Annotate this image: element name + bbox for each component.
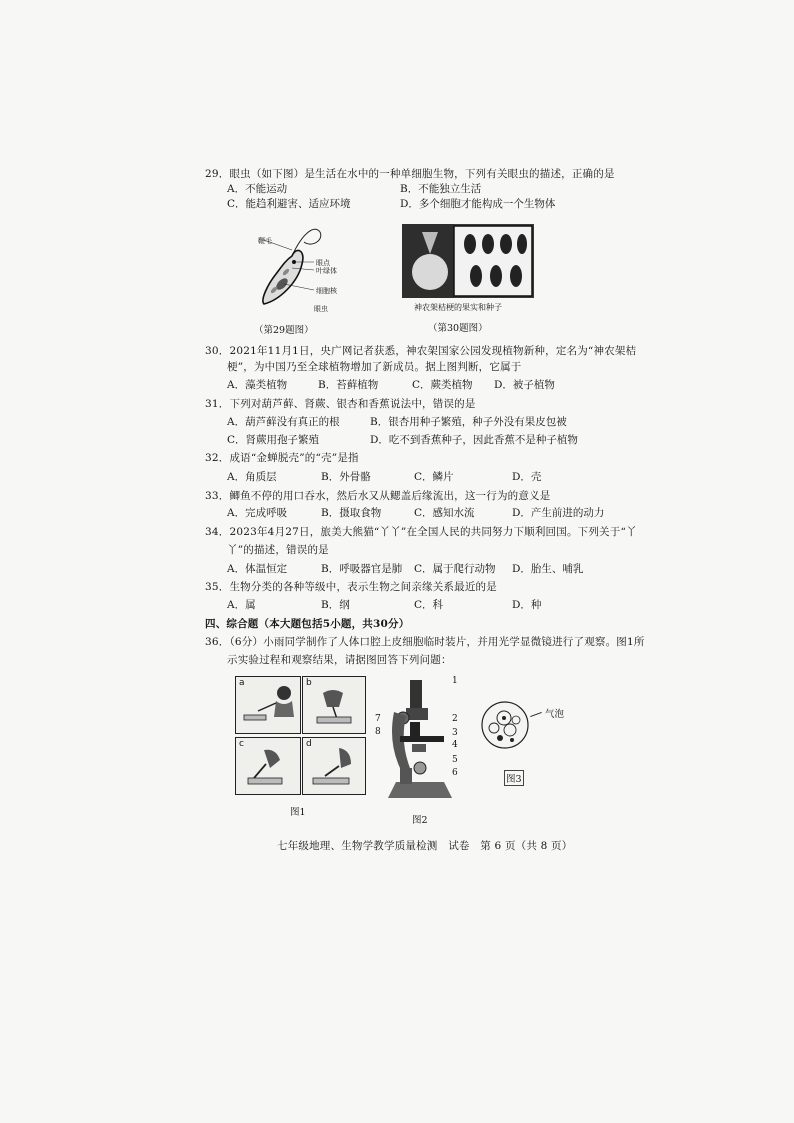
q29-option-d: D．多个细胞才能构成一个生物体: [400, 198, 556, 210]
q32-option-b: B．外骨骼: [321, 471, 371, 483]
fig3-label: 图3: [504, 770, 524, 786]
q35-stem: 35．生物分类的各种等级中，表示生物之间亲缘关系最近的是: [205, 581, 497, 593]
q30-caption: （第30题图）: [428, 323, 488, 334]
fig1-label: 图1: [290, 807, 306, 818]
q33-option-b: B．摄取食物: [321, 507, 382, 519]
q30-figure-caption: 神农架桔梗的果实和种子: [414, 303, 502, 312]
panel-b-label: b: [306, 678, 312, 688]
scope-num-2: 2: [452, 714, 458, 724]
q29-option-c: C．能趋利避害、适应环境: [227, 198, 351, 210]
fig1-panel-c: [235, 737, 301, 795]
q30-option-d: D．被子植物: [494, 379, 555, 391]
q32-option-d: D．壳: [512, 471, 542, 483]
scope-num-3: 3: [452, 728, 458, 738]
q30-option-b: B．苔藓植物: [318, 379, 379, 391]
q34-option-a: A．体温恒定: [227, 563, 288, 575]
q30-stem-line1: 30．2021年11月1日，央广网记者获悉，神农架国家公园发现植物新种，定名为“神农架桔: [205, 345, 637, 357]
panel-a-label: a: [239, 678, 245, 688]
q30-option-c: C．蕨类植物: [412, 379, 473, 391]
q35-option-c: C．科: [414, 599, 444, 611]
q34-stem-line2: 丫”的描述，错误的是: [227, 544, 329, 556]
fig1-panel-a: [235, 676, 301, 734]
q30-stem-line2: 梗”，为中国乃至全球植物增加了新成员。据上图判断，它属于: [227, 361, 522, 373]
q33-option-a: A．完成呼吸: [227, 507, 288, 519]
fig2-label: 图2: [412, 815, 428, 826]
q31-option-c: C．肾蕨用孢子繁殖: [227, 434, 320, 446]
q35-option-b: B．纲: [321, 599, 350, 611]
panel-d-label: d: [306, 739, 312, 749]
panel-c-label: c: [239, 739, 244, 749]
q31-option-a: A．葫芦藓没有真正的根: [227, 416, 340, 428]
fig1-panel-b: [302, 676, 366, 734]
q31-option-d: D．吃不到香蕉种子，因此香蕉不是种子植物: [370, 434, 578, 446]
q32-stem: 32．成语“金蝉脱壳”的“壳”是指: [205, 452, 359, 464]
q35-option-d: D．种: [512, 599, 542, 611]
section-4-heading: 四、综合题（本大题包括5小题，共30分）: [205, 618, 410, 630]
scope-num-8: 8: [375, 727, 381, 737]
label-nucleus: 细胞核: [316, 287, 337, 295]
scope-num-6: 6: [452, 768, 458, 778]
q30-option-a: A．藻类植物: [227, 379, 288, 391]
q35-option-a: A．属: [227, 599, 256, 611]
scope-num-5: 5: [452, 755, 458, 765]
bubble-label: 气泡: [545, 709, 565, 720]
q34-stem-line1: 34．2023年4月27日，旅美大熊猫“丫丫”在全国人民的共同努力下顺利回国。下列关于“丫: [205, 526, 637, 538]
q32-option-a: A．角质层: [227, 471, 277, 483]
q34-option-b: B．呼吸器官是肺: [321, 563, 403, 575]
q29-option-b: B．不能独立生活: [400, 183, 482, 195]
scope-num-7: 7: [375, 714, 381, 724]
scope-num-1: 1: [452, 676, 458, 686]
q33-stem: 33．鲫鱼不停的用口吞水，然后水又从鳃盖后缘流出，这一行为的意义是: [205, 490, 551, 502]
label-chloroplast: 叶绿体: [316, 267, 337, 275]
q31-option-b: B．银杏用种子繁殖，种子外没有果皮包被: [370, 416, 567, 428]
q34-option-c: C．属于爬行动物: [414, 563, 496, 575]
q33-option-d: D．产生前进的动力: [512, 507, 605, 519]
page-footer: 七年级地理、生物学教学质量检测 试卷 第 6 页（共 8 页）: [277, 840, 573, 852]
label-flagellum: 鞭毛: [258, 237, 272, 245]
bubble-pointer-line: [530, 712, 542, 717]
q29-caption: （第29题图）: [254, 325, 314, 336]
q36-stem-line1: 36．（6分）小雨同学制作了人体口腔上皮细胞临时装片，并用光学显微镜进行了观察。图1所: [205, 636, 645, 648]
q31-stem: 31．下列对葫芦藓、肾蕨、银杏和香蕉说法中，错误的是: [205, 398, 476, 410]
q34-option-d: D．胎生、哺乳: [512, 563, 584, 575]
q36-stem-line2: 示实验过程和观察结果，请据图回答下列问题：: [227, 654, 452, 666]
q33-option-c: C．感知水流: [414, 507, 475, 519]
scope-num-4: 4: [452, 740, 458, 750]
balloonflower-photo: [402, 224, 534, 298]
fig1-panel-d: [302, 737, 366, 795]
q29-option-a: A．不能运动: [227, 183, 288, 195]
q29-stem: 29．眼虫（如下图）是生活在水中的一种单细胞生物，下列有关眼虫的描述，正确的是: [205, 168, 615, 180]
field-of-view-figure: [480, 700, 530, 750]
label-euglena: 眼虫: [314, 305, 328, 313]
label-eyespot: 眼点: [316, 259, 330, 267]
q32-option-c: C．鳞片: [414, 471, 454, 483]
